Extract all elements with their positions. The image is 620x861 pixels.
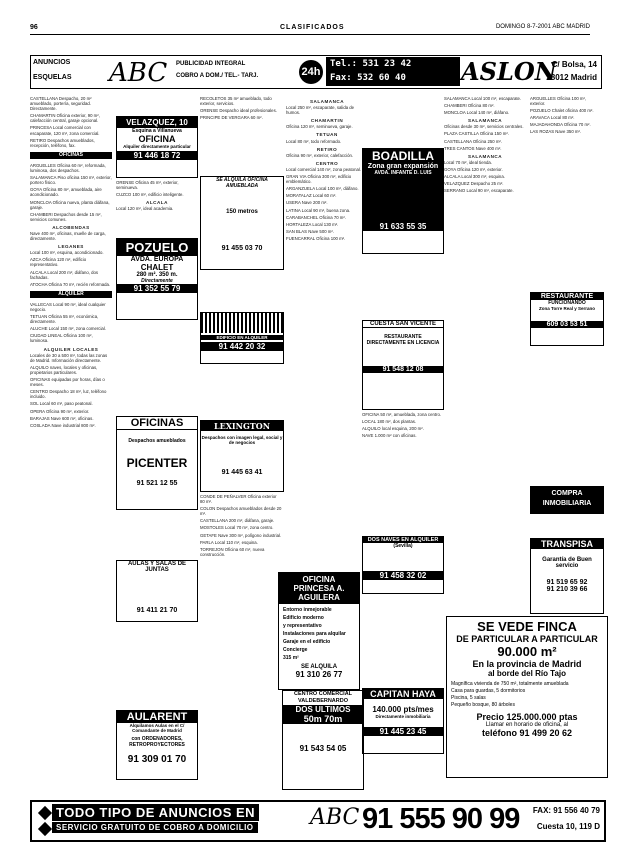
- page-number: 96: [30, 24, 38, 31]
- ad-transpisa-sub1: Garantía de Buen servicio: [542, 557, 592, 569]
- ad-lexington-sub1: Despachos con imagen legal, social y de negocios: [201, 435, 283, 445]
- ad-pozuelo-sub1: AVDA. EUROPA: [130, 256, 184, 263]
- ad-restaurante-sub1: FUNCIONANDO: [548, 300, 586, 306]
- ad-princesa-item: Garaje en el edificio: [283, 639, 331, 645]
- ad-aularent-title: AULARENT: [117, 711, 197, 723]
- ad-boadilla-phone: 91 633 55 35: [363, 222, 443, 231]
- ad-aulas-phone: 91 411 21 70: [136, 607, 178, 614]
- banner-address2: 28012 Madrid: [546, 73, 597, 82]
- top-banner-ad: [30, 55, 602, 89]
- ad-princesa: [278, 572, 360, 690]
- ad-boadilla-sub1: Zona gran expansión: [363, 163, 443, 170]
- ad-csv-phone: 91 548 12 08: [363, 366, 443, 373]
- abc-logo: ABC: [109, 58, 168, 88]
- ad-dosnaves-sub1: (Sevilla): [393, 543, 413, 549]
- ad-compra: COMPRA INMOBILIARIA: [530, 486, 604, 514]
- column-2a: ORENSE Oficina 45 m², exterior, seminueva. CUZCO 100 m², edificio inteligente. ALCALA Local 120 m², ideal academia.: [116, 180, 184, 212]
- ad-velazquez-sub3: Alquiler directamente particular: [123, 144, 191, 149]
- footer-phone: 91 555 90 99: [362, 803, 520, 835]
- ad-finca-area: 90.000 m²: [497, 644, 557, 659]
- ad-lexington-title: LEXINGTON: [201, 421, 283, 431]
- ad-valdebernardo-sub2: 50m 70m: [283, 714, 363, 724]
- ad-boadilla-sub2: AVDA. INFANTE D. LUIS: [363, 170, 443, 176]
- building-image: [201, 313, 283, 333]
- ad-aularent: [116, 710, 198, 780]
- column-5a: OFICINA 50 m², amueblada, zona centro. LOCAL 180 m², dos plantas. ALQUILO local esquina, 200 m². NAVE 1.000 m² con oficinas.: [362, 412, 442, 439]
- ad-velazquez-sub2: OFICINA: [138, 134, 176, 144]
- ad-boadilla: [362, 148, 444, 254]
- ad-princesa-item: Entorno inmejorable: [283, 607, 332, 613]
- ad-lexington-phone: 91 445 63 41: [221, 469, 263, 476]
- banner-line1: ANUNCIOS: [33, 59, 71, 66]
- ad-princesa-phone: 91 310 26 77: [295, 670, 343, 679]
- ad-aularent-sub1: Alquilamos Aulas en el C/ Comandante de Madrid: [129, 723, 185, 733]
- ad-finca-sub1: DE PARTICULAR A PARTICULAR: [456, 634, 598, 644]
- ad-csv-title: CUESTA SAN VICENTE: [363, 321, 443, 328]
- column-3b: CONDE DE PEÑALVER Oficina exterior 80 m². COLON Despachos amueblados desde 20 m². CASTELLANA 200 m², diáfana, garaje. MOSTOLES Local 70 m², zona centro. GETAFE Nave 300 m², polígono industrial. PARLA Local 110 m², esquina. TORREJON Oficina 60 m², nueva construcción.: [200, 494, 282, 557]
- ad-edificio-phone: 91 442 20 32: [201, 342, 283, 351]
- hours-badge: 24h: [299, 60, 323, 84]
- ad-oficinas-phone: 91 521 12 55: [136, 480, 178, 487]
- footer-line2: SERVICIO GRATUITO DE COBRO A DOMICILIO: [52, 822, 258, 833]
- ad-finca-title: SE VEDE FINCA: [477, 619, 577, 634]
- ad-princesa-item: 315 m²: [283, 655, 299, 661]
- ad-princesa-cta: SE ALQUILA: [300, 664, 338, 670]
- ad-transpisa-phone2: 91 210 39 66: [546, 586, 588, 593]
- ad-finca-sub3: al borde del Río Tajo: [487, 669, 567, 678]
- footer-line1: TODO TIPO DE ANUNCIOS EN: [52, 804, 259, 821]
- ad-alcala: [200, 176, 284, 270]
- ad-princesa-item: Instalaciones para alquilar: [283, 631, 346, 637]
- ad-princesa-item: y representativo: [283, 623, 322, 629]
- column-6: SALAMANCA Local 100 m², escaparate. CHAMBERI Oficina 80 m². MONCLOA Local 140 m², diáfano. SALAMANCA Oficinas desde 30 m², servicios centrales. PLAZA CASTILLA Oficina 150 m². CASTELLANA Oficina 250 m². TRES CANTOS Nave 400 m². SALAMANCA Local 70 m², ideal tienda. GOYA Oficina 120 m², exterior. ALCALA Local 300 m², esquina. VELAZQUEZ Despacho 25 m². SERRANO Local 90 m², escaparate.: [444, 96, 524, 194]
- ad-capitanhaya: [362, 688, 444, 754]
- ad-finca-feature: Pequeño bosque, 80 árboles: [451, 702, 515, 708]
- ad-aularent-phone: 91 309 01 70: [127, 754, 187, 765]
- banner-fax: Fax: 532 60 40: [330, 73, 406, 83]
- ad-alcala-title: SE ALQUILA OFICINA AMUEBLADA: [216, 177, 268, 189]
- banner-line2: ESQUELAS: [33, 74, 72, 81]
- ad-pozuelo-phone: 91 352 55 79: [117, 284, 197, 293]
- ad-dosnaves-title: DOS NAVES EN ALQUILER: [363, 537, 443, 543]
- ad-finca-contact: Llamar en horario de oficina, al: [485, 722, 569, 728]
- ad-edificio: [200, 312, 284, 364]
- ad-dosnaves: [362, 536, 444, 594]
- ad-pozuelo-sub4: Directamente: [141, 278, 173, 284]
- ad-velazquez-title: VELAZQUEZ, 10: [117, 117, 197, 128]
- ad-pozuelo-sub2: CHALET: [140, 263, 174, 272]
- ad-finca-sub2: En la provincia de Madrid: [472, 659, 582, 669]
- banner-service1: PUBLICIDAD INTEGRAL: [176, 61, 246, 67]
- banner-phones: [326, 57, 460, 86]
- column-3a: RECOLETOS 35 m² amueblado, todo exterior, servicios. ORENSE Despacho ideal profesionales. PRINCIPE DE VERGARA 60 m².: [200, 96, 277, 121]
- ad-valdebernardo: [282, 690, 364, 790]
- issue-date: DOMINGO 8-7-2001 ABC MADRID: [495, 24, 590, 30]
- ad-boadilla-title: BOADILLA: [363, 149, 443, 163]
- ad-alcala-sub1: 150 metros: [226, 209, 258, 215]
- banner-service2: COBRO A DOM./ TEL.- TARJ.: [176, 73, 259, 79]
- ad-capitanhaya-phone: 91 445 23 45: [363, 727, 443, 736]
- ad-alcala-phone: 91 455 03 70: [221, 245, 263, 252]
- ad-cuestasanvicente: [362, 320, 444, 410]
- ad-oficinas: [116, 416, 198, 510]
- ad-capitanhaya-sub1: 140.000 pts/mes: [372, 705, 434, 714]
- column-7: ARGUELLES Oficina 100 m², exterior. POZUELO Chalet oficina 400 m². ARAVACA Local 80 m². MAJADAHONDA Oficina 70 m². LAS ROZAS Nave 350 m².: [530, 96, 594, 135]
- ad-oficinas-sub1: Despachos amueblados: [128, 438, 186, 444]
- ad-capitanhaya-sub2: Directamente inmobiliaria: [375, 714, 431, 719]
- ad-restaurante-sub2: Zona Torre Real y Serrano: [539, 306, 595, 311]
- ad-restaurante: [530, 292, 604, 346]
- ad-princesa-title: OFICINA PRINCESA A. AGUILERA: [279, 573, 359, 604]
- abc-logo-footer: ABC: [310, 805, 360, 830]
- footer-fax: FAX: 91 556 40 79: [532, 806, 600, 815]
- ad-capitanhaya-title: CAPITAN HAYA: [363, 689, 443, 699]
- ad-princesa-item: Concierge: [283, 647, 308, 653]
- ad-pozuelo-sub3: 280 m². 350 m.: [136, 272, 178, 278]
- page-header: [30, 24, 590, 35]
- ad-princesa-item: Edificio moderno: [283, 615, 324, 621]
- ad-pozuelo: [116, 238, 198, 320]
- ad-csv-sub2: DIRECTAMENTE EN LICENCIA: [366, 340, 440, 346]
- ad-velazquez-phone: 91 446 18 72: [117, 151, 197, 160]
- ad-aulas-title: AULAS Y SALAS DE JUNTAS: [127, 561, 187, 573]
- ad-transpisa-title: TRANSPISA: [531, 539, 603, 549]
- ad-valdebernardo-title: CENTRO COMERCIAL VALDEBERNARDO: [293, 691, 353, 704]
- ad-finca-feature: Piscina, 5 salas: [451, 695, 486, 701]
- ad-pozuelo-title: POZUELO: [117, 239, 197, 256]
- section-title: CLASIFICADOS: [280, 24, 345, 31]
- ad-dosnaves-phone: 91 458 32 02: [363, 571, 443, 580]
- banner-phone: Tel.: 531 23 42: [330, 59, 412, 69]
- ad-finca-feature: Casa para guardas, 5 dormitorios: [451, 688, 526, 694]
- ad-valdebernardo-sub1: DOS ULTIMOS: [283, 705, 363, 714]
- ad-aularent-sub2: con ORDENADORES, RETROPROYECTORES: [129, 736, 185, 748]
- footer-address: Cuesta 10, 119 D: [536, 822, 600, 831]
- ad-transpisa: [530, 538, 604, 614]
- ad-velazquez-sub1: Esquina a Villanueva: [132, 128, 182, 134]
- ad-restaurante-phone: 609 03 53 51: [531, 321, 603, 328]
- ad-velazquez: [116, 116, 198, 178]
- ad-oficinas-sub2: PICENTER: [126, 456, 188, 470]
- bottom-banner-ad: [30, 800, 606, 842]
- ad-lexington: [200, 420, 284, 492]
- ad-finca: [446, 616, 608, 778]
- ad-finca-phone: teléfono 91 499 20 62: [481, 728, 573, 738]
- ad-csv-sub1: RESTAURANTE: [384, 334, 422, 340]
- banner-address1: C/ Bolsa, 14: [551, 60, 597, 69]
- ad-edificio-title: EDIFICIO EN ALQUILER: [201, 335, 283, 340]
- ad-aulas: [116, 560, 198, 622]
- column-1: CASTELLANA Despacho, 20 m² amueblado, portería, seguridad. Directamente. CHAMARTIN Oficina exterior, 90 m², calefacción central, garaje opcional. PRINCESA Local comercial con escaparate, 120 m², zona comercial. RETIRO Despachos amueblados, recepción, teléfono, fax. OFICINAS ARGUELLES Oficina 60 m², reformada, luminosa, dos despachos. SALAMANCA Piso oficina 150 m², exterior, portero físico. GOYA Oficina 80 m², amueblada, aire acondicionado. MONCLOA Oficina nueva, planta diáfana, garaje. CHAMBERI Despachos desde 15 m², servicios comunes. ALCOBENDAS Nave 400 m², oficinas, muelle de carga, directamente. LEGANES Local 100 m², esquina, acondicionado. AZCA Oficina 120 m², edificio representativo. ALCALA Local 200 m², diáfano, dos fachadas. ATOCHA Oficina 70 m², recién reformada. ALQUILER VALLECAS Local 90 m², ideal cualquier negocio. TETUAN Oficina 55 m², económica, directamente. ALUCHE Local 150 m², zona comercial. CIUDAD LINEAL Oficina 100 m², luminosa. ALQUILER LOCALES Locales de 30 a 500 m², todas las zonas de Madrid. Información directamente. ALQUILO naves, locales y oficinas, propietarios particulares. OFICINAS equipadas por horas, días o meses. CENTRO Despacho 18 m², luz, teléfono incluido. SOL Local 60 m², paso peatonal. OPERA Oficina 90 m², exterior. BARAJAS Nave 600 m², oficinas. COSLADA Nave industrial 800 m².: [30, 96, 112, 428]
- ad-restaurante-title: RESTAURANTE: [531, 293, 603, 300]
- ad-transpisa-phone1: 91 519 65 92: [546, 579, 588, 586]
- ad-finca-price: Precio 125.000.000 ptas: [476, 712, 578, 722]
- ad-finca-feature: Magnífica vivienda de 750 m², totalmente amueblada: [451, 681, 569, 687]
- column-4: SALAMANCA Local 250 m², escaparate, salida de humos. CHAMARTIN Oficina 120 m², seminueva, garaje. TETUAN Local 80 m², todo reformado. RETIRO Oficina 90 m², exterior, calefacción. CENTRO Local comercial 140 m², zona peatonal. GRAN VIA Oficina 300 m², edificio emblemático. ARGANZUELA Local 100 m², diáfano. MORATALAZ Local 60 m². USERA Nave 200 m². LATINA Local 90 m², buena zona. CARABANCHEL Oficina 70 m². HORTALEZA Local 130 m². SAN BLAS Nave 500 m². FUENCARRAL Oficina 100 m².: [286, 99, 361, 241]
- aslon-logo: ASLON: [461, 57, 557, 86]
- ad-oficinas-title: OFICINAS: [117, 417, 197, 430]
- ad-valdebernardo-phone: 91 543 54 05: [299, 744, 347, 753]
